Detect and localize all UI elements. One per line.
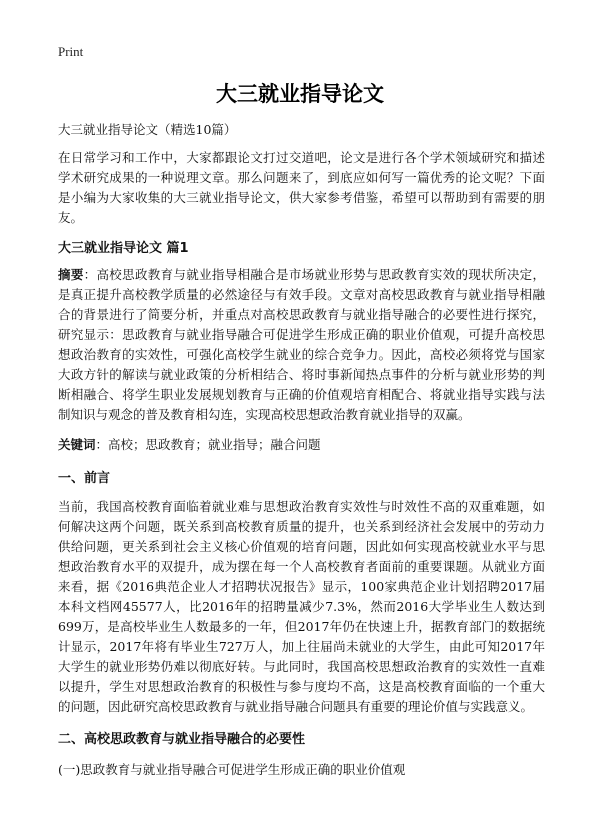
abstract-paragraph: [58, 265, 545, 425]
keywords-text: ：高校；思政教育；就业指导；融合问题: [95, 437, 321, 452]
section1-paragraph: 当前，我国高校教育面临着就业难与思想政治教育实效性与时效性不高的双重难题，如何解决这两个问题，既关系到高校教育质量的提升，也关系到经济社会发展中的劳动力供给问题，更关系到社会主义核心价值观的培育问题，因此如何实现高校就业水平与思想政治教育水平的双提升，成为摆在每一个人高校教育者面前的重要课题。从就业方面来看，据《2016典范企业人才招聘状况报告》显示，100家典范企业计划招聘2017届本科文档网45577人，比2016年的招聘量减少7.3%，然而2016大学毕业生人数达到699万，是高校毕业生人数最多的一年，但2017年仍在快速上升，据教育部门的数据统计显示，2017年将有毕业生727万人，加上往届尚未就业的大学生，由此可知2017年大学生的就业形势仍难以彻底好转。与此同时，我国高校思想政治教育的实效性一直难以提升，学生对思想政治教育的积极性与参与度均不高，这是高校教育面临的一个重大的问题，因此研究高校思政教育与就业指导融合问题具有重要的理论价值与实践意义。: [58, 499, 545, 714]
abstract-text: ：高校思政教育与就业指导相融合是市场就业形势与思政教育实效的现状所决定，是真正提升高校教学质量的必然途径与有效手段。文章对高校思政教育与就业指导相融合的背景进行了简要分析，并重点对高校思政教育与就业指导融合的必要性进行探究，研究显示：思政教育与就业指导融合可促进学生形成正确的职业价值观，可提升高校思想政治教育的实效性，可强化高校学生就业的综合竞争力。因此，高校必须将党与国家大政方针的解读与就业政策的分析相结合、将时事新闻热点事件的分析与就业形势的判断相融合、将学生职业发展规划教育与正确的价值观培育相配合、将就业指导实践与法制知识与观念的普及教育相勾连，实现高校思想政治教育就业指导的双赢。: [58, 267, 545, 422]
abstract-label: 摘要: [58, 267, 84, 282]
section2-heading: 二、高校思政教育与就业指导融合的必要性: [58, 732, 306, 747]
section1-heading: 一、前言: [58, 471, 111, 486]
article-heading: 大三就业指导论文 篇1: [58, 241, 189, 256]
intro-paragraph: 在日常学习和工作中，大家都跟论文打过交道吧，论文是进行各个学术领域研究和描述学术研究成果的一种说理文章。那么问题来了，到底应如何写一篇优秀的论文呢？下面是小编为大家收集的大三就业指导论文，供大家参考借鉴，希望可以帮助到有需要的朋友。: [58, 150, 545, 225]
page-title: 大三就业指导论文: [216, 82, 384, 106]
print-label: Print: [58, 44, 84, 59]
keywords-paragraph: [58, 435, 545, 455]
document-subtitle: 大三就业指导论文（精选10篇）: [58, 122, 237, 137]
keywords-label: 关键词: [58, 437, 96, 452]
subsection1-heading: (一)思政教育与就业指导融合可促进学生形成正确的职业价值观: [58, 762, 406, 777]
